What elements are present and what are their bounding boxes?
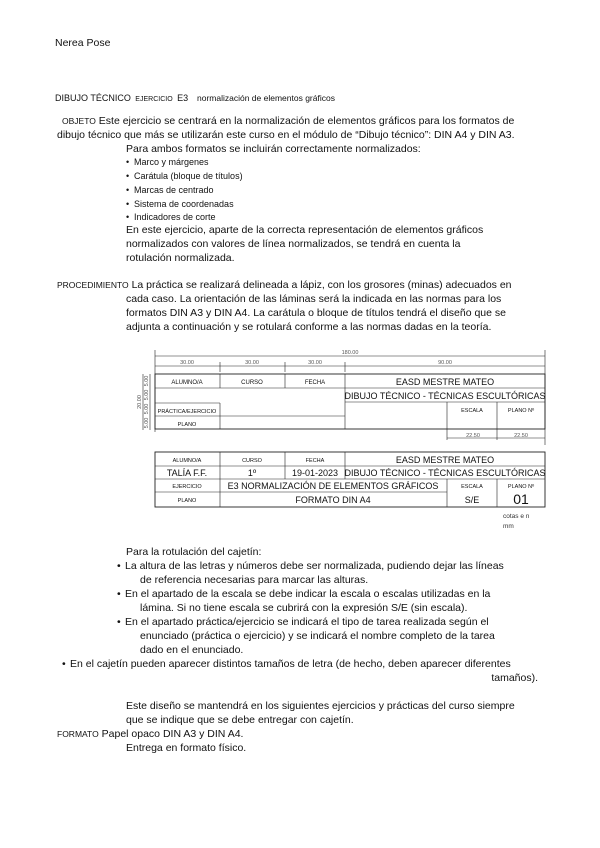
dim-w3: 30.00: [308, 360, 322, 366]
heading-title: normalización de elementos gráficos: [197, 93, 335, 103]
rotulacion-bullet-3-cont: enunciado (práctica o ejercicio) y se indicará el nombre completo de la tarea: [140, 630, 495, 642]
fill-curso: CURSO: [242, 458, 262, 464]
cotas-note-line-1: cotas e n: [503, 513, 530, 520]
dim-w6: 22.50: [514, 433, 528, 439]
rotulacion-bullet-3: • En el apartado práctica/ejercicio se indicará el tipo de tarea realizada según el: [117, 616, 489, 630]
dim-total: 180.00: [341, 350, 359, 356]
fill-plano-val: FORMATO DIN A4: [295, 495, 371, 505]
fill-alumno: ALUMNO/A: [172, 458, 202, 464]
fill-ejercicio-val: E3 NORMALIZACIÓN DE ELEMENTOS GRÁFICOS: [227, 481, 439, 491]
fill-school: EASD MESTRE MATEO: [395, 455, 495, 465]
fill-ejercicio: EJERCICIO: [172, 484, 202, 490]
fill-dept: DIBUJO TÉCNICO - TÉCNICAS ESCULTÓRICAS: [344, 468, 546, 478]
dim-h-row: 5.00: [144, 389, 150, 401]
dim-h-row: 5.00: [144, 403, 150, 415]
procedimiento-line: adjunta a continuación y se rotulará conforme a las normas dadas en la teoría.: [126, 321, 492, 333]
procedimiento-label: PROCEDIMIENTO: [57, 280, 129, 290]
cotas-note-line-2: mm: [503, 523, 514, 530]
objeto-after-line: En este ejercicio, aparte de la correcta representación de elementos gráficos: [126, 224, 484, 236]
formato-line-2: Entrega en formato físico.: [126, 742, 247, 754]
rotulacion-bullet-2: • En el apartado de la escala se debe indicar la escala o escalas utilizadas en la: [117, 588, 490, 602]
objeto-item: • Marcas de centrado: [126, 185, 214, 195]
tpl-plano: PLANO: [177, 422, 197, 428]
dim-w1: 30.00: [180, 360, 194, 366]
rotulacion-bullet-4-cont: tamaños).: [491, 672, 538, 684]
heading-code: E3: [177, 93, 189, 103]
procedimiento-line: cada caso. La orientación de las láminas será la indicada en las normas para los: [126, 293, 502, 305]
fill-fecha: FECHA: [305, 458, 325, 464]
dim-h-row: 5.00: [144, 417, 150, 429]
fill-escala-val: S/E: [464, 495, 480, 505]
heading-ejercicio-label: EJERCICIO: [135, 96, 173, 103]
formato-label: FORMATO: [57, 729, 99, 739]
closing-line: Este diseño se mantendrá en los siguientes ejercicios y prácticas del curso siempre: [126, 700, 515, 712]
rotulacion-bullet-2-cont: lámina. Si no tiene escala se cubrirá con la expresión S/E (sin escala).: [140, 602, 468, 614]
rotulacion-bullet-3-cont: dado en el enunciado.: [140, 644, 244, 656]
tpl-plano-n: PLANO Nº: [507, 408, 535, 414]
objeto-line-2: dibujo técnico que más se utilizarán este curso en el módulo de “Dibujo técnico”: DIN A4 y DIN A3.: [57, 129, 515, 141]
fill-escala: ESCALA: [461, 484, 483, 490]
fill-alumno-val: TALÍA F.F.: [166, 468, 208, 478]
fill-plano-n-val: 01: [513, 491, 529, 507]
dim-w5: 22.50: [466, 433, 480, 439]
dim-h-row: 5.00: [144, 375, 150, 387]
dim-h-total: 20.00: [137, 395, 143, 409]
tpl-alumno: ALUMNO/A: [171, 380, 203, 386]
closing-line: que se indique que se debe entregar con cajetín.: [126, 714, 354, 726]
objeto-after-line: rotulación normalizada.: [126, 252, 235, 264]
objeto-intro: Para ambos formatos se incluirán correctamente normalizados:: [126, 143, 421, 155]
rotulacion-intro: Para la rotulación del cajetín:: [126, 546, 262, 558]
rotulacion-bullet-4: • En el cajetín pueden aparecer distintos tamaños de letra (de hecho, deben aparecer diferentes: [62, 658, 511, 672]
tpl-curso: CURSO: [241, 380, 263, 386]
rotulacion-bullet-1: • La altura de las letras y números debe ser normalizada, pudiendo dejar las líneas: [117, 560, 504, 574]
objeto-after-line: normalizados con valores de línea normalizados, se tendrá en cuenta la: [126, 238, 461, 250]
objeto-item: • Carátula (bloque de títulos): [126, 171, 243, 181]
procedimiento-line-1: PROCEDIMIENTO La práctica se realizará delineada a lápiz, con los grosores (minas) adecuados en: [57, 279, 512, 291]
tpl-school: EASD MESTRE MATEO: [395, 377, 495, 387]
objeto-line-1: OBJETO Este ejercicio se centrará en la normalización de elementos gráficos para los formatos de: [62, 115, 515, 127]
objeto-item: • Sistema de coordenadas: [126, 199, 234, 209]
objeto-item: • Indicadores de corte: [126, 212, 216, 222]
procedimiento-line: formatos DIN A3 y DIN A4. La carátula o bloque de títulos tendrá el diseño que se: [126, 307, 506, 319]
fill-plano-n: PLANO Nº: [507, 484, 535, 490]
fill-plano: PLANO: [177, 498, 197, 504]
tpl-escala: ESCALA: [461, 408, 483, 414]
heading-subject: DIBUJO TÉCNICO: [55, 93, 131, 103]
tpl-practica: PRÁCTICA/EJERCICIO: [157, 409, 217, 415]
rotulacion-bullet-1-cont: de referencia necesarias para marcar las alturas.: [140, 574, 369, 586]
formato-line-1: FORMATO Papel opaco DIN A3 y DIN A4.: [57, 728, 244, 740]
tpl-fecha: FECHA: [304, 380, 326, 386]
fill-fecha-val: 19-01-2023: [291, 468, 339, 478]
objeto-label: OBJETO: [62, 116, 96, 126]
dim-w2: 30.00: [245, 360, 259, 366]
author-name: Nerea Pose: [55, 37, 111, 49]
dim-w4: 90.00: [438, 360, 452, 366]
fill-curso-val: 1º: [247, 468, 257, 478]
objeto-item: • Marco y márgenes: [126, 157, 209, 167]
tpl-dept: DIBUJO TÉCNICO - TÉCNICAS ESCULTÓRICAS: [344, 391, 546, 401]
